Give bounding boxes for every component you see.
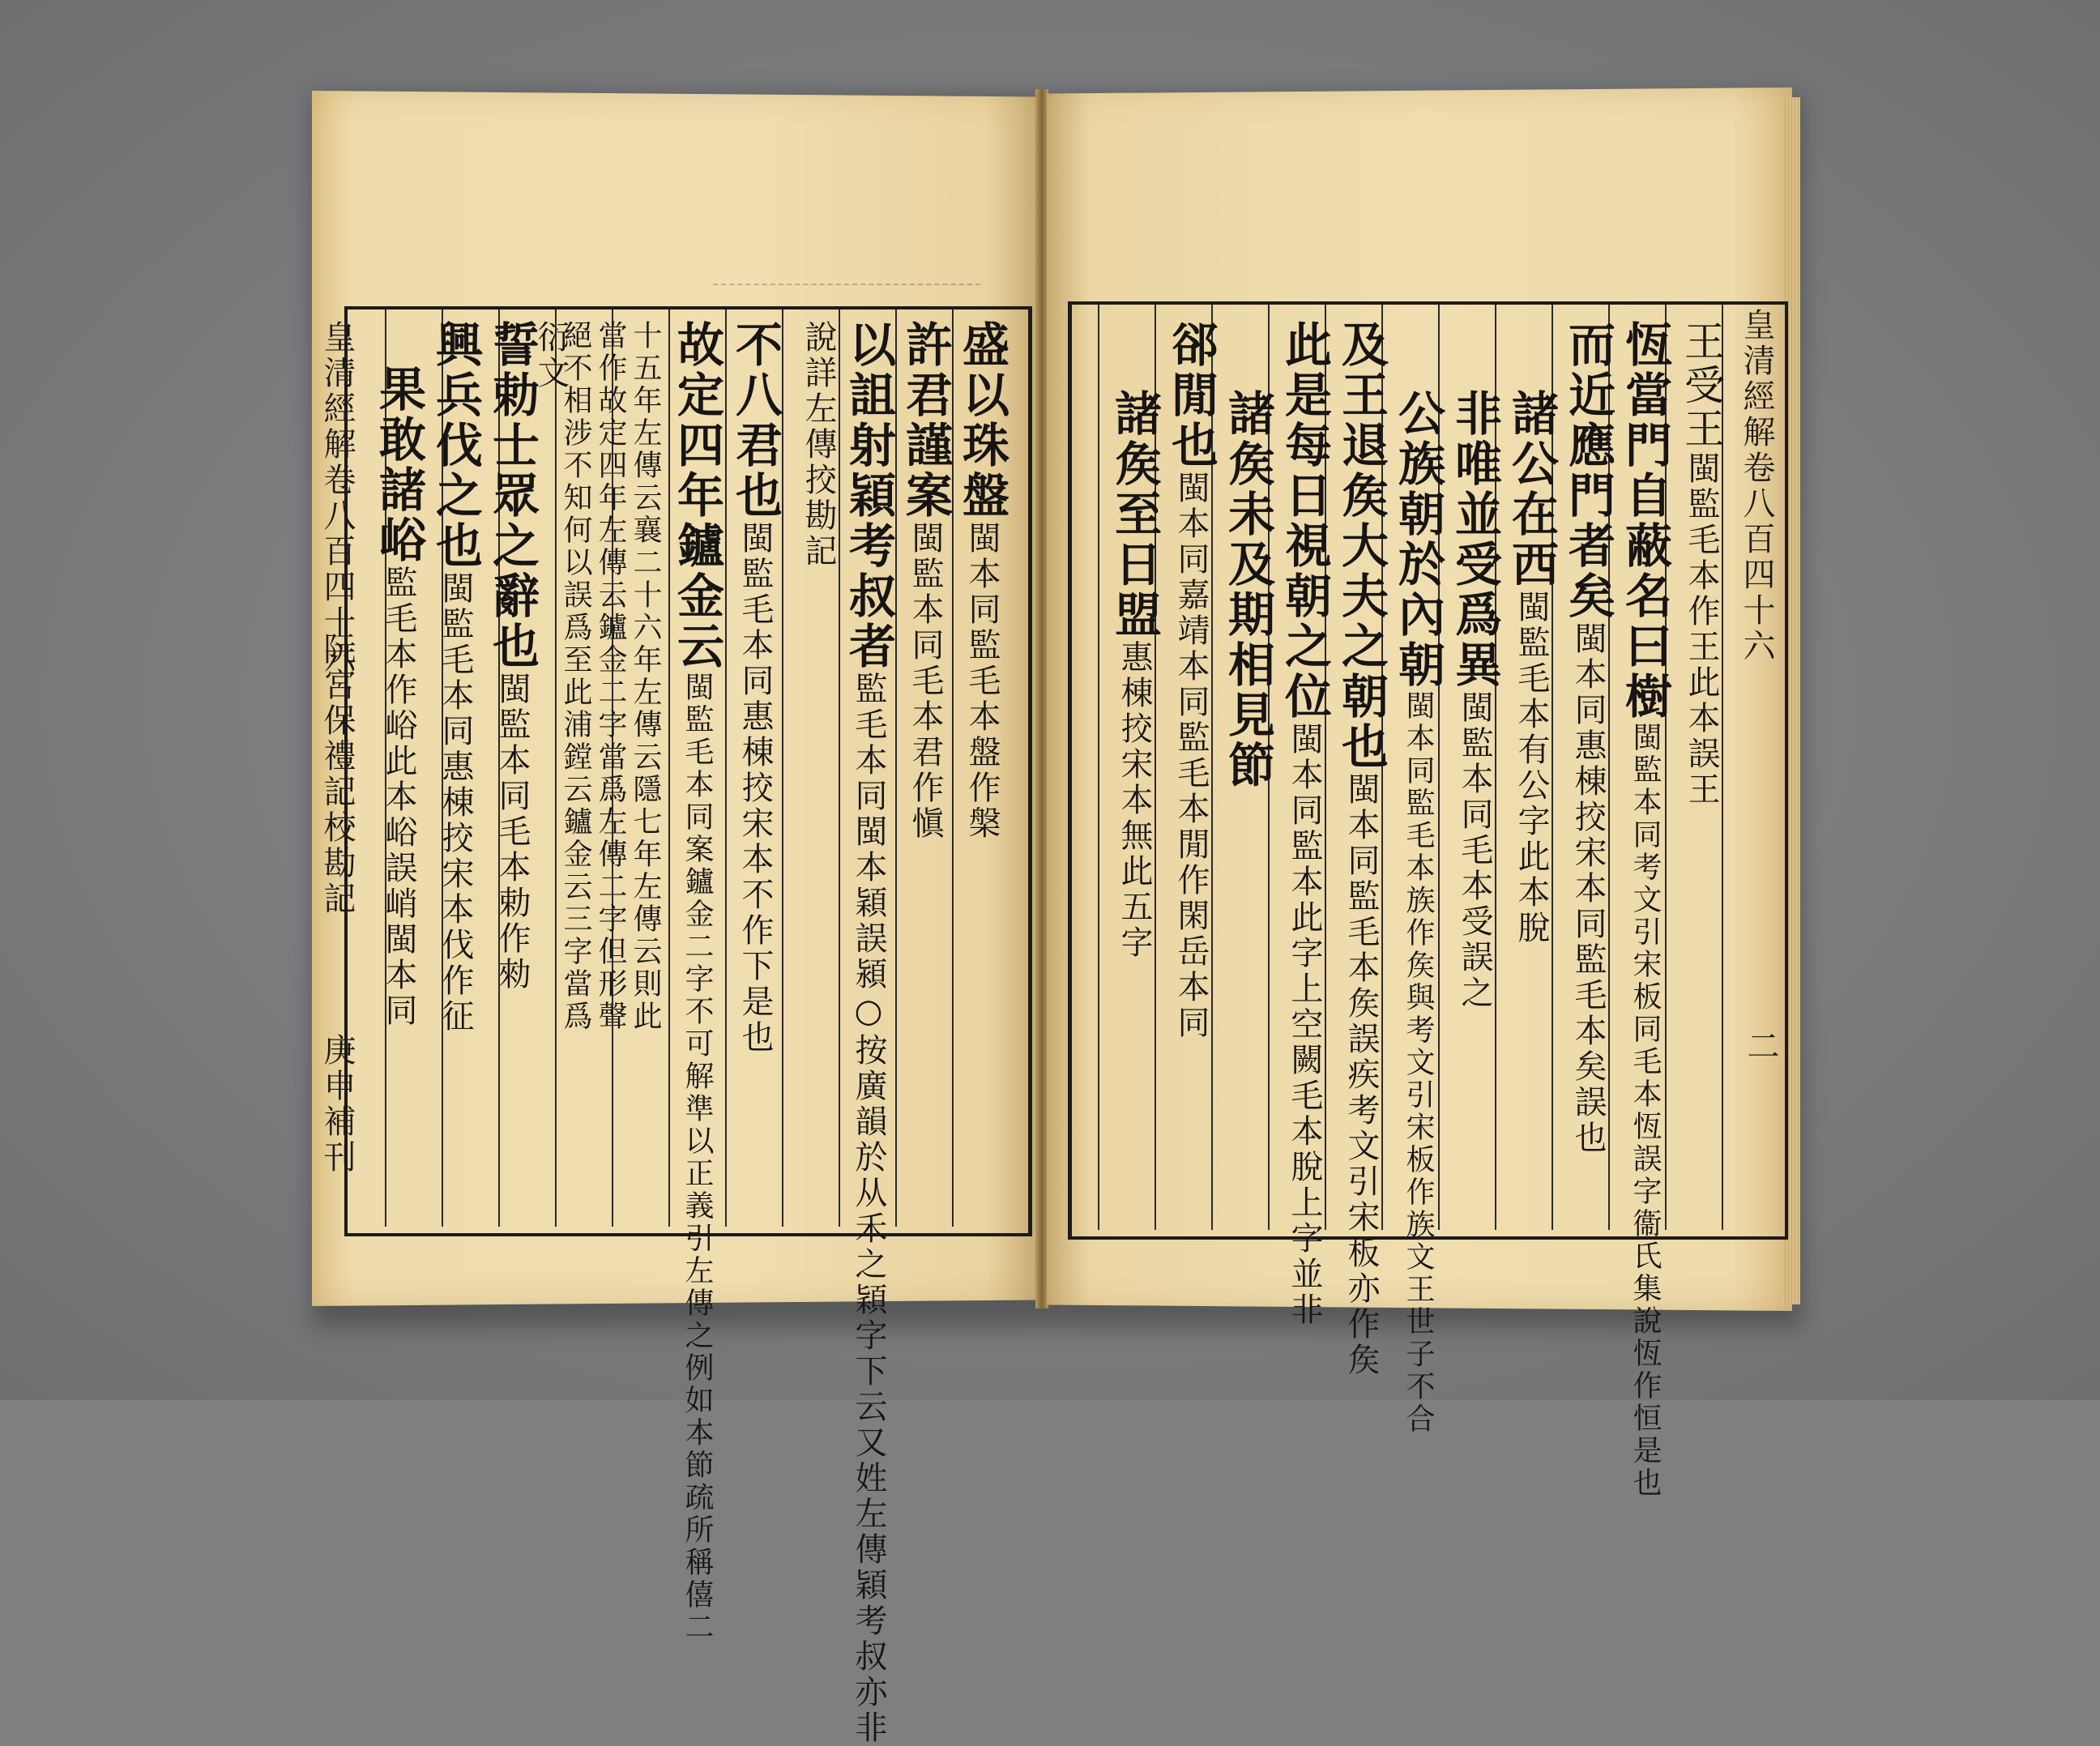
left-margin-printer: 庚申補刊 xyxy=(318,1033,356,1176)
text-column: 恆當門自蔽名曰樹閩監本同考文引宋板同毛本恆誤字衞氏集說恆作恒是也 xyxy=(1617,320,1672,1500)
text-column: 王受王閩監毛本作王此本誤王 xyxy=(1678,320,1725,808)
text-column: 諸公在西閩監毛本有公字此本脫 xyxy=(1504,389,1559,946)
text-column: 許君謹案閩監本同毛本君作愼 xyxy=(898,320,953,842)
text-column: 說詳左傳挍勘記 xyxy=(800,320,837,570)
text-column: 以詛射穎考叔者監毛本同閩本穎誤潁○按廣韻於从禾之穎字下云又姓左傳穎考叔亦非 xyxy=(841,320,896,1746)
text-column: 誓勅士眾之辭也閩監本同毛本勅作勑 xyxy=(484,320,540,993)
text-column: 十五年左傳云襄二十六年左傳云隱七年左傳云則此 xyxy=(629,320,662,1033)
column-rule xyxy=(839,309,840,1227)
left-margin-footer: 阮宮保禮記校勘記 xyxy=(318,632,356,917)
text-column: 盛以珠盤閩本同監毛本盤作槃 xyxy=(954,320,1009,842)
right-margin-title: 皇清經解卷八百四十六 xyxy=(1738,308,1775,664)
column-rule xyxy=(1098,305,1099,1230)
text-column: 公族朝於內朝閩本同監毛本族作矦與考文引宋板作族文王世子不合 xyxy=(1390,389,1445,1436)
text-column: 當作故定四年左傳云鑪金二字當爲左傳二字但形聲 xyxy=(594,320,627,1033)
text-column: 郤閒也閩本同嘉靖本同監毛本閒作閑岳本同 xyxy=(1163,320,1219,1041)
left-margin-title: 皇清經解卷八百四十六 xyxy=(318,320,356,677)
text-column: 絕不相涉不知何以誤爲至此浦鏜云鑪金云三字當爲 xyxy=(559,320,592,1033)
text-column: 諸矦未及期相見節 xyxy=(1220,389,1275,791)
page-number: 二 xyxy=(1742,1029,1779,1065)
text-column: 及王退矦大夫之朝也閩本同監毛本矦誤疾考文引宋板亦作矦 xyxy=(1334,320,1389,1378)
text-column: 此是每日視朝之位閩本同監本此字上空闕毛本脫上字並非 xyxy=(1277,320,1332,1328)
text-column: 而近應門者矣閩本同惠棟挍宋本同監毛本矣誤也 xyxy=(1560,320,1616,1156)
text-column: 不八君也閩監毛本同惠棟挍宋本不作下是也 xyxy=(728,320,783,1056)
column-rule xyxy=(555,309,557,1227)
text-column: 非唯並受爲異閩監本同毛本受誤之 xyxy=(1447,389,1502,1011)
text-column: 果敢諸峪監毛本作峪此本峪誤峭閩本同 xyxy=(371,365,426,1029)
text-column: 故定四年鑪金云閩監毛本同案鑪金二字不可解準以正義引左傳之例如本節疏所稱僖二 xyxy=(669,320,724,1644)
column-rule xyxy=(725,309,727,1227)
text-column: 衍文 xyxy=(532,320,570,391)
text-column: 諸矦至日盟惠棟挍宋本無此五字 xyxy=(1107,389,1162,961)
text-column: 興兵伐之也閩監毛本同惠棟挍宋本伐作征 xyxy=(428,320,483,1035)
book-gutter xyxy=(1035,89,1048,1308)
